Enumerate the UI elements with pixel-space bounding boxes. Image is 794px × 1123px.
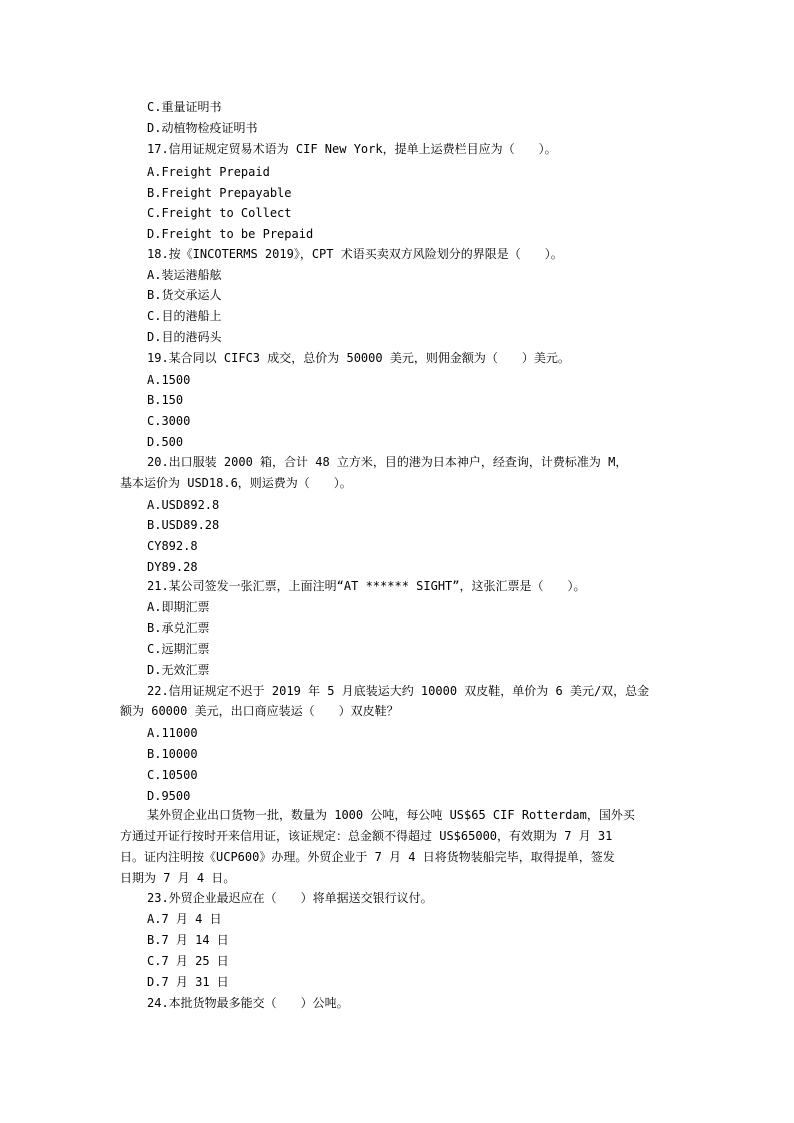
option-line: C.10500: [147, 768, 198, 782]
question-20-continued: 基本运价为 USD18.6，则运费为（ ）。: [120, 476, 352, 490]
option-line: A.7 月 4 日: [147, 912, 222, 926]
option-line: CY892.8: [147, 539, 198, 553]
option-line: D.Freight to be Prepaid: [147, 227, 314, 241]
option-line: C.远期汇票: [147, 642, 210, 656]
option-line: A.USD892.8: [147, 498, 220, 512]
question-18: 18.按《INCOTERMS 2019》，CPT 术语买卖双方风险划分的界限是（ ）。: [147, 247, 563, 261]
option-line: B.10000: [147, 747, 198, 761]
option-line: B.承兑汇票: [147, 621, 210, 635]
option-line: C.Freight to Collect: [147, 206, 292, 220]
option-line: A.Freight Prepaid: [147, 165, 270, 179]
case-paragraph-continued: 方通过开证行按时开来信用证，该证规定：总金额不得超过 US$65000，有效期为 7 月 31: [120, 829, 613, 843]
option-line: C.重量证明书: [147, 100, 222, 114]
question-19: 19.某合同以 CIFC3 成交，总价为 50000 美元，则佣金额为（ ）美元。: [147, 351, 570, 365]
option-line: D.目的港码头: [147, 330, 222, 344]
option-line: D.动植物检疫证明书: [147, 121, 258, 135]
option-line: B.Freight Prepayable: [147, 186, 292, 200]
question-22-continued: 额为 60000 美元，出口商应装运（ ）双皮鞋？: [120, 704, 399, 718]
question-20: 20.出口服装 2000 箱，合计 48 立方米，目的港为日本神户，经查询，计费标准为 M，: [147, 455, 628, 469]
question-24: 24.本批货物最多能交（ ）公吨。: [147, 996, 349, 1010]
option-line: A.11000: [147, 726, 198, 740]
question-22: 22.信用证规定不迟于 2019 年 5 月底装运大约 10000 双皮鞋，单价为 6 美元/双，总金: [147, 684, 650, 698]
question-23: 23.外贸企业最迟应在（ ）将单据送交银行议付。: [147, 891, 433, 905]
option-line: A.1500: [147, 373, 191, 387]
question-17: 17.信用证规定贸易术语为 CIF New York，提单上运费栏目应为（ ）。: [147, 142, 557, 156]
option-line: A.即期汇票: [147, 600, 210, 614]
option-line: B.150: [147, 393, 184, 407]
option-line: B.货交承运人: [147, 288, 222, 302]
case-paragraph-continued: 日。证内注明按《UCP600》办理。外贸企业于 7 月 4 日将货物装船完毕，取得提单，签发: [120, 850, 615, 864]
option-line: D.无效汇票: [147, 663, 210, 677]
option-line: C.目的港船上: [147, 309, 222, 323]
option-line: C.7 月 25 日: [147, 954, 229, 968]
option-line: DY89.28: [147, 560, 198, 574]
option-line: B.USD89.28: [147, 518, 220, 532]
option-line: D.9500: [147, 789, 191, 803]
option-line: A.装运港船舷: [147, 268, 222, 282]
case-paragraph-continued: 日期为 7 月 4 日。: [120, 871, 236, 885]
option-line: D.500: [147, 435, 184, 449]
option-line: B.7 月 14 日: [147, 933, 229, 947]
option-line: D.7 月 31 日: [147, 975, 229, 989]
question-21: 21.某公司签发一张汇票，上面注明“AT ****** SIGHT”，这张汇票是（ ）。: [147, 579, 586, 593]
option-line: C.3000: [147, 414, 191, 428]
case-paragraph: 某外贸企业出口货物一批，数量为 1000 公吨，每公吨 US$65 CIF Rotterdam，国外买: [147, 808, 635, 822]
